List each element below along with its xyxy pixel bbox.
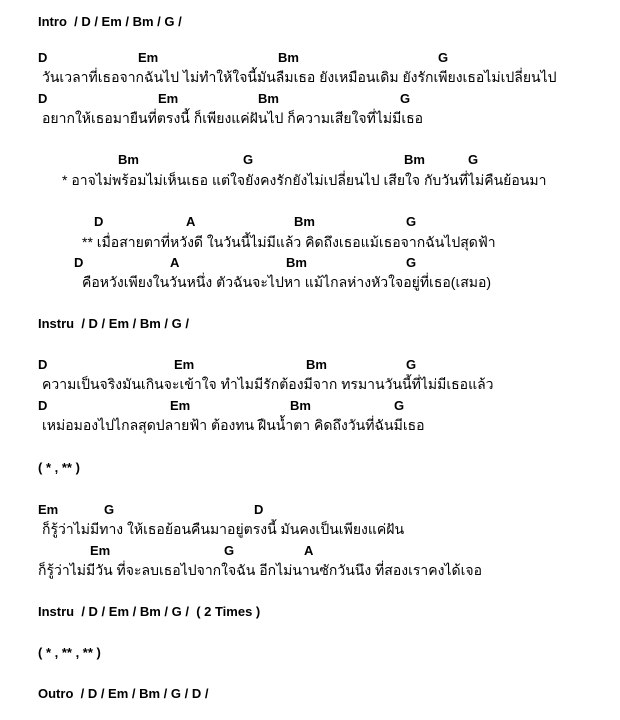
- instru-line: Instru / D / Em / Bm / G / ( 2 Times ): [38, 604, 261, 619]
- chord: Em: [170, 398, 191, 413]
- chord: Bm: [404, 152, 425, 167]
- chord: D: [74, 255, 84, 270]
- chord: D: [38, 91, 48, 106]
- chord: G: [468, 152, 479, 167]
- chord: Bm: [294, 214, 315, 229]
- chord: A: [170, 255, 180, 270]
- lyric-line: ก็รู้ว่าไม่มีทาง ให้เธอย้อนคืนมาอยู่ตรงนี้ มันคงเป็นเพียงแค่ฝัน: [42, 521, 405, 537]
- chord: Em: [90, 543, 111, 558]
- chord: G: [400, 91, 411, 106]
- chord: G: [438, 50, 449, 65]
- chord: A: [186, 214, 196, 229]
- chord: D: [38, 50, 48, 65]
- chord: Em: [138, 50, 159, 65]
- chord: Em: [38, 502, 59, 517]
- lyric-line: ความเป็นจริงมันเกินจะเข้าใจ ทำไมมีรักต้องมีจาก ทรมานวันนี้ที่ไม่มีเธอแล้ว: [42, 376, 494, 392]
- chord: D: [94, 214, 104, 229]
- chord: A: [304, 543, 314, 558]
- lyric-line: คือหวังเพียงในวันหนึ่ง ตัวฉันจะไปหา แม้ไกลห่างหัวใจอยู่ที่เธอ(เสมอ): [82, 274, 492, 290]
- repeat-marker: ( * , ** , ** ): [38, 645, 101, 660]
- outro-line: Outro / D / Em / Bm / G / D /: [38, 686, 209, 701]
- chord: Em: [158, 91, 179, 106]
- chord: Bm: [306, 357, 327, 372]
- lyric-line: วันเวลาที่เธอจากฉันไป ไม่ทำให้ใจนี้มันลืมเธอ ยังเหมือนเดิม ยังรักเพียงเธอไม่เปลี่ยนไป: [42, 69, 557, 85]
- chord: G: [406, 214, 417, 229]
- chord: G: [406, 255, 417, 270]
- chord: G: [104, 502, 115, 517]
- lyric-line: ก็รู้ว่าไม่มีวัน ที่จะลบเธอไปจากใจฉัน อีกไม่นานซักวันนึง ที่สองเราคงได้เจอ: [38, 562, 482, 578]
- chord: G: [394, 398, 405, 413]
- lyric-line: อยากให้เธอมายืนที่ตรงนี้ ก็เพียงแค่ฝันไป ก็ความเสียใจที่ไม่มีเธอ: [42, 110, 424, 126]
- chord: Bm: [118, 152, 139, 167]
- chord: Bm: [290, 398, 311, 413]
- lyric-line: ** เมื่อสายตาที่หวังดี ในวันนี้ไม่มีแล้ว คิดถึงเธอแม้เธอจากฉันไปสุดฟ้า: [82, 234, 496, 250]
- repeat-marker: ( * , ** ): [38, 460, 80, 475]
- chord: G: [243, 152, 254, 167]
- intro-line: Intro / D / Em / Bm / G /: [38, 14, 182, 29]
- instru-line: Instru / D / Em / Bm / G /: [38, 316, 189, 331]
- chord: D: [38, 398, 48, 413]
- chord: D: [38, 357, 48, 372]
- lyric-line: เหม่อมองไปไกลสุดปลายฟ้า ต้องทน ฝืนน้ำตา คิดถึงวันที่ฉันมีเธอ: [42, 417, 425, 433]
- chord: Bm: [278, 50, 299, 65]
- chord: Bm: [286, 255, 307, 270]
- chord: Em: [174, 357, 195, 372]
- chord: Bm: [258, 91, 279, 106]
- chord: G: [224, 543, 235, 558]
- chord: G: [406, 357, 417, 372]
- lyric-line: * อาจไม่พร้อมไม่เห็นเธอ แต่ใจยังคงรักยังไม่เปลี่ยนไป เสียใจ กับวันที่ไม่คืนย้อนมา: [62, 172, 547, 188]
- chord: D: [254, 502, 264, 517]
